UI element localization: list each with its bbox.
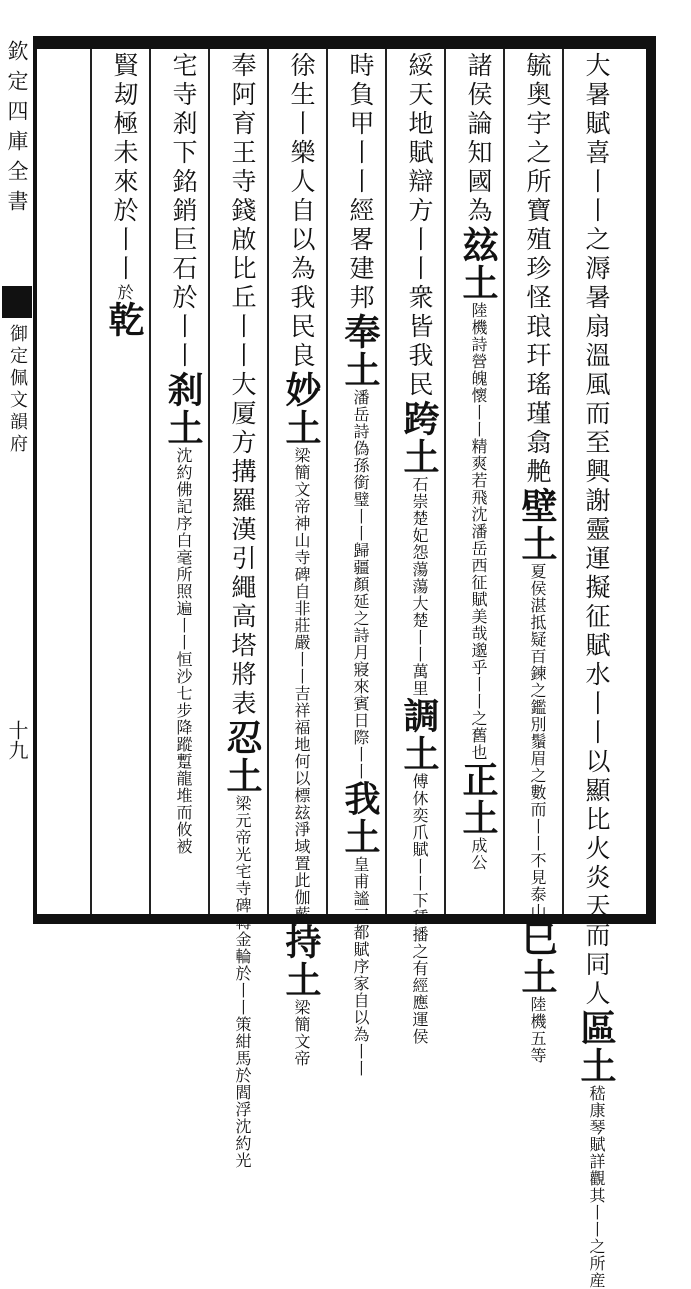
citation: 沈約佛記序白毫所照遍丨丨恒沙七步降蹤蹔龍堆而攸被 [174,447,193,855]
fish-tail-marker [2,286,32,318]
headword: 忍土 [221,719,263,795]
headword: 跨土 [398,400,440,476]
headword: 我土 [339,780,381,856]
text-column [396,52,442,1045]
headword: 區土 [575,1009,617,1085]
page-number: 十九 [5,720,29,760]
page-margin-column [2,40,32,920]
column-rule [385,49,387,914]
citation: 於 [115,284,134,301]
text-column [514,52,560,1064]
citation: 成公 [469,837,488,871]
book-title: 欽定四庫全書 [5,40,29,220]
column-rule [326,49,328,914]
headword: 乾 [103,301,145,339]
column-rule [562,49,564,914]
column-rule [503,49,505,914]
headword: 持土 [280,923,322,999]
body-text: 奉阿育王寺錢啟比丘丨丨大厦方搆羅漢引繩高塔將表 [228,52,257,719]
headword: 玆土 [457,226,499,302]
headword: 刹土 [162,371,204,447]
body-text: 時負甲丨丨經畧建邦 [346,52,375,313]
text-column [337,52,383,1077]
body-text: 毓奥宇之所寶殖珍怪琅玕瑤瑾翕艴 [523,52,552,487]
citation: 陸機詩營魄懷丨丨精爽若飛沈潘岳西征賦美哉邈乎丨丨之舊也 [469,302,488,761]
citation: 夏侯湛抵疑百鍊之鑑別鬚眉之數而丨丨不見泰山 [528,563,547,920]
body-text: 諸侯論知國為 [464,52,493,226]
headword: 壁土 [516,487,558,563]
headword: 妙土 [280,371,322,447]
book-subtitle: 御定佩文韻府 [7,324,28,456]
page-frame-right [646,36,656,924]
body-text: 大暑賦喜丨丨之溽暑扇溫風而至興謝靈運擬征賦水丨丨以顯比火炎天而同人 [582,52,611,1009]
headword: 調土 [398,697,440,773]
headword: 巳土 [516,920,558,996]
citation: 陸機五等 [528,996,547,1064]
body-text: 徐生丨樂人自以為我民良 [287,52,316,371]
citation: 梁簡文帝神山寺碑自非莊嚴丨丨吉祥福地何以標玆淨域置此伽藍 [292,447,311,923]
column-rule [149,49,151,914]
citation: 皇甫謐三都賦序家自以為丨丨 [351,856,370,1077]
column-rule [444,49,446,914]
text-column [573,52,619,1289]
text-column [219,52,265,1169]
citation: 傅休奕爪賦丨丨下種播之有經應運侯 [410,773,429,1045]
page-frame-top [33,36,656,49]
headword: 正土 [457,761,499,837]
citation: 石崇楚妃怨蕩蕩大楚丨丨萬里 [410,476,429,697]
body-text: 賢刼極未來於丨丨 [110,52,139,284]
text-column [101,52,147,910]
citation: 嵇康琴賦詳觀其丨丨之所産 [587,1085,606,1289]
page-frame-bottom [33,914,656,924]
page-frame-left [33,36,37,924]
text-column [278,52,324,1067]
text-column [160,52,206,910]
text-column [455,52,501,910]
column-rule [208,49,210,914]
body-text: 綏天地賦辯方丨丨衆皆我民 [405,52,434,400]
citation: 潘岳詩偽孫銜璧丨丨歸疆顏延之詩月寢來賓日際丨丨 [351,389,370,780]
citation: 梁簡文帝 [292,999,311,1067]
headword: 奉土 [339,313,381,389]
body-text: 宅寺刹下銘銷巨石於丨丨 [169,52,198,371]
column-rule [267,49,269,914]
column-rule [90,49,92,914]
citation: 梁元帝光宅寺碑轉金輪於丨丨策紺馬於閻浮沈約光 [233,795,252,1169]
